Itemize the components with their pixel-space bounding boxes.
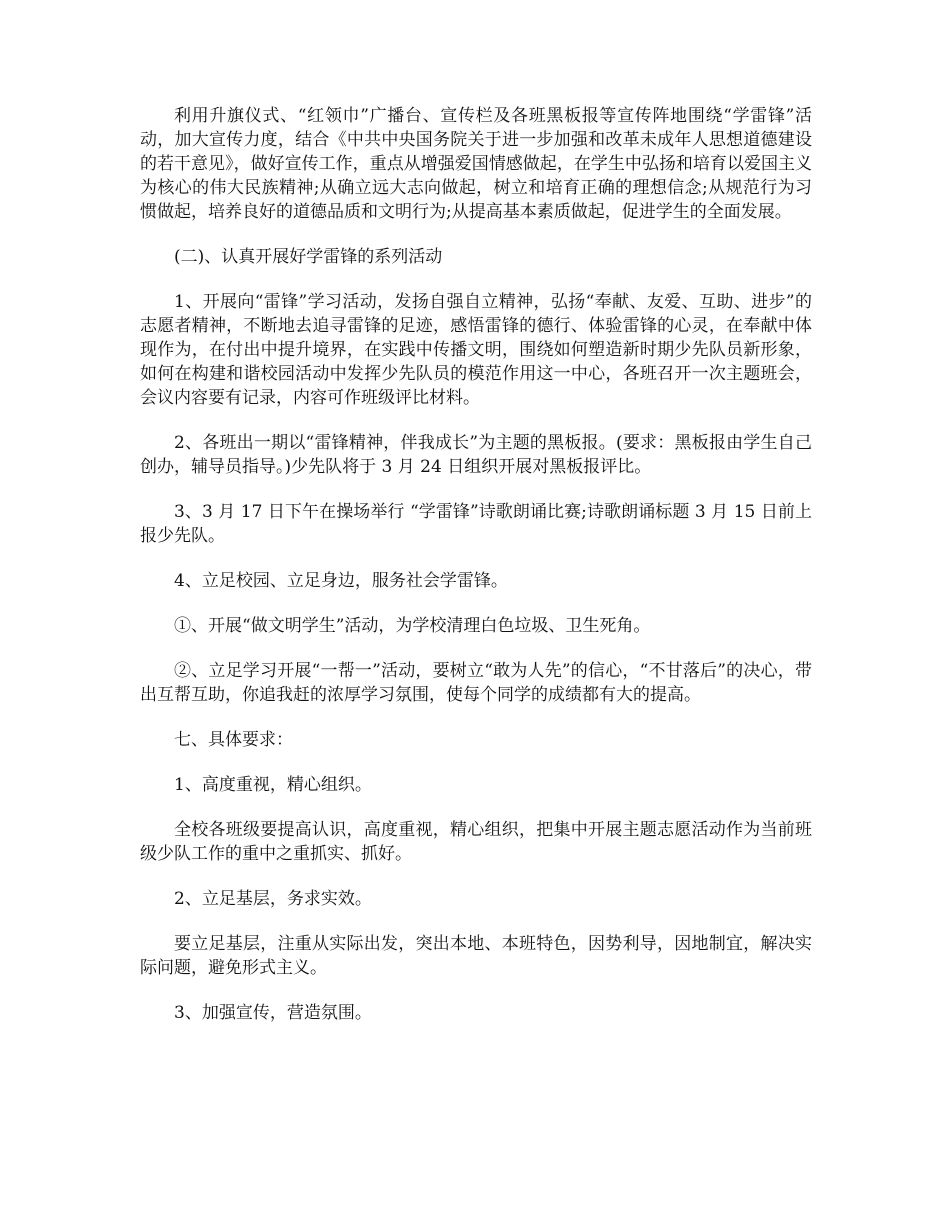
requirement-heading-1: 1、高度重视，精心组织。 — [174, 775, 372, 795]
paragraph-item-3: 3、3 月 17 日下午在操场举行 “学雷锋”诗歌朗诵比赛;诗歌朗诵标题 3 月 15 日前上报少先队。 — [140, 502, 812, 546]
paragraph-item-1: 1、开展向“雷锋”学习活动，发扬自强自立精神，弘扬“奉献、友爱、互助、进步”的志愿者精神，不断地去追寻雷锋的足迹，感悟雷锋的德行、体验雷锋的心灵，在奉献中体现作为，在付出中提升境界，在实践中传播文明，围绕如何塑造新时期少先队员新形象，如何在构建和谐校园活动中发挥少先队员的模范作用这一中心，各班召开一次主题班会，会议内容要有记录，内容可作班级评比材料。 — [140, 292, 812, 408]
paragraph-publicity: 利用升旗仪式、“红领巾”广播台、宣传栏及各班黑板报等宣传阵地围绕“学雷锋”活动，加大宣传力度，结合《中共中央国务院关于进一步加强和改革未成年人思想道德建设的若干意见》，做好宣传工作，重点从增强爱国情感做起，在学生中弘扬和培育以爱国主义为核心的伟大民族精神;从确立远大志向做起，树立和培育正确的理想信念;从规范行为习惯做起，培养良好的道德品质和文明行为;从提高基本素质做起，促进学生的全面发展。 — [140, 106, 812, 222]
section-heading-requirements: 七、具体要求： — [174, 730, 293, 750]
requirement-text-1: 全校各班级要提高认识，高度重视，精心组织，把集中开展主题志愿活动作为当前班级少队工作的重中之重抓实、抓好。 — [140, 820, 812, 864]
paragraph-subitem-2: ②、立足学习开展“一帮一”活动，要树立“敢为人先”的信心，“不甘落后”的决心，带出互帮互助，你追我赶的浓厚学习氛围，使每个同学的成绩都有大的提高。 — [140, 661, 812, 705]
requirement-text-2: 要立足基层，注重从实际出发，突出本地、本班特色，因势利导，因地制宜，解决实际问题，避免形式主义。 — [140, 934, 812, 978]
paragraph-subitem-1: ①、开展“做文明学生”活动，为学校清理白色垃圾、卫生死角。 — [174, 616, 651, 636]
section-heading-activities: (二)、认真开展好学雷锋的系列活动 — [174, 247, 443, 267]
paragraph-item-4: 4、立足校园、立足身边，服务社会学雷锋。 — [174, 571, 508, 591]
requirement-heading-3: 3、加强宣传，营造氛围。 — [174, 1003, 372, 1023]
paragraph-item-2: 2、各班出一期以“雷锋精神，伴我成长”为主题的黑板报。(要求：黑板报由学生自己创办，辅导员指导。)少先队将于 3 月 24 日组织开展对黑板报评比。 — [140, 433, 812, 477]
document-body — [140, 104, 812, 1046]
requirement-heading-2: 2、立足基层，务求实效。 — [174, 889, 372, 909]
